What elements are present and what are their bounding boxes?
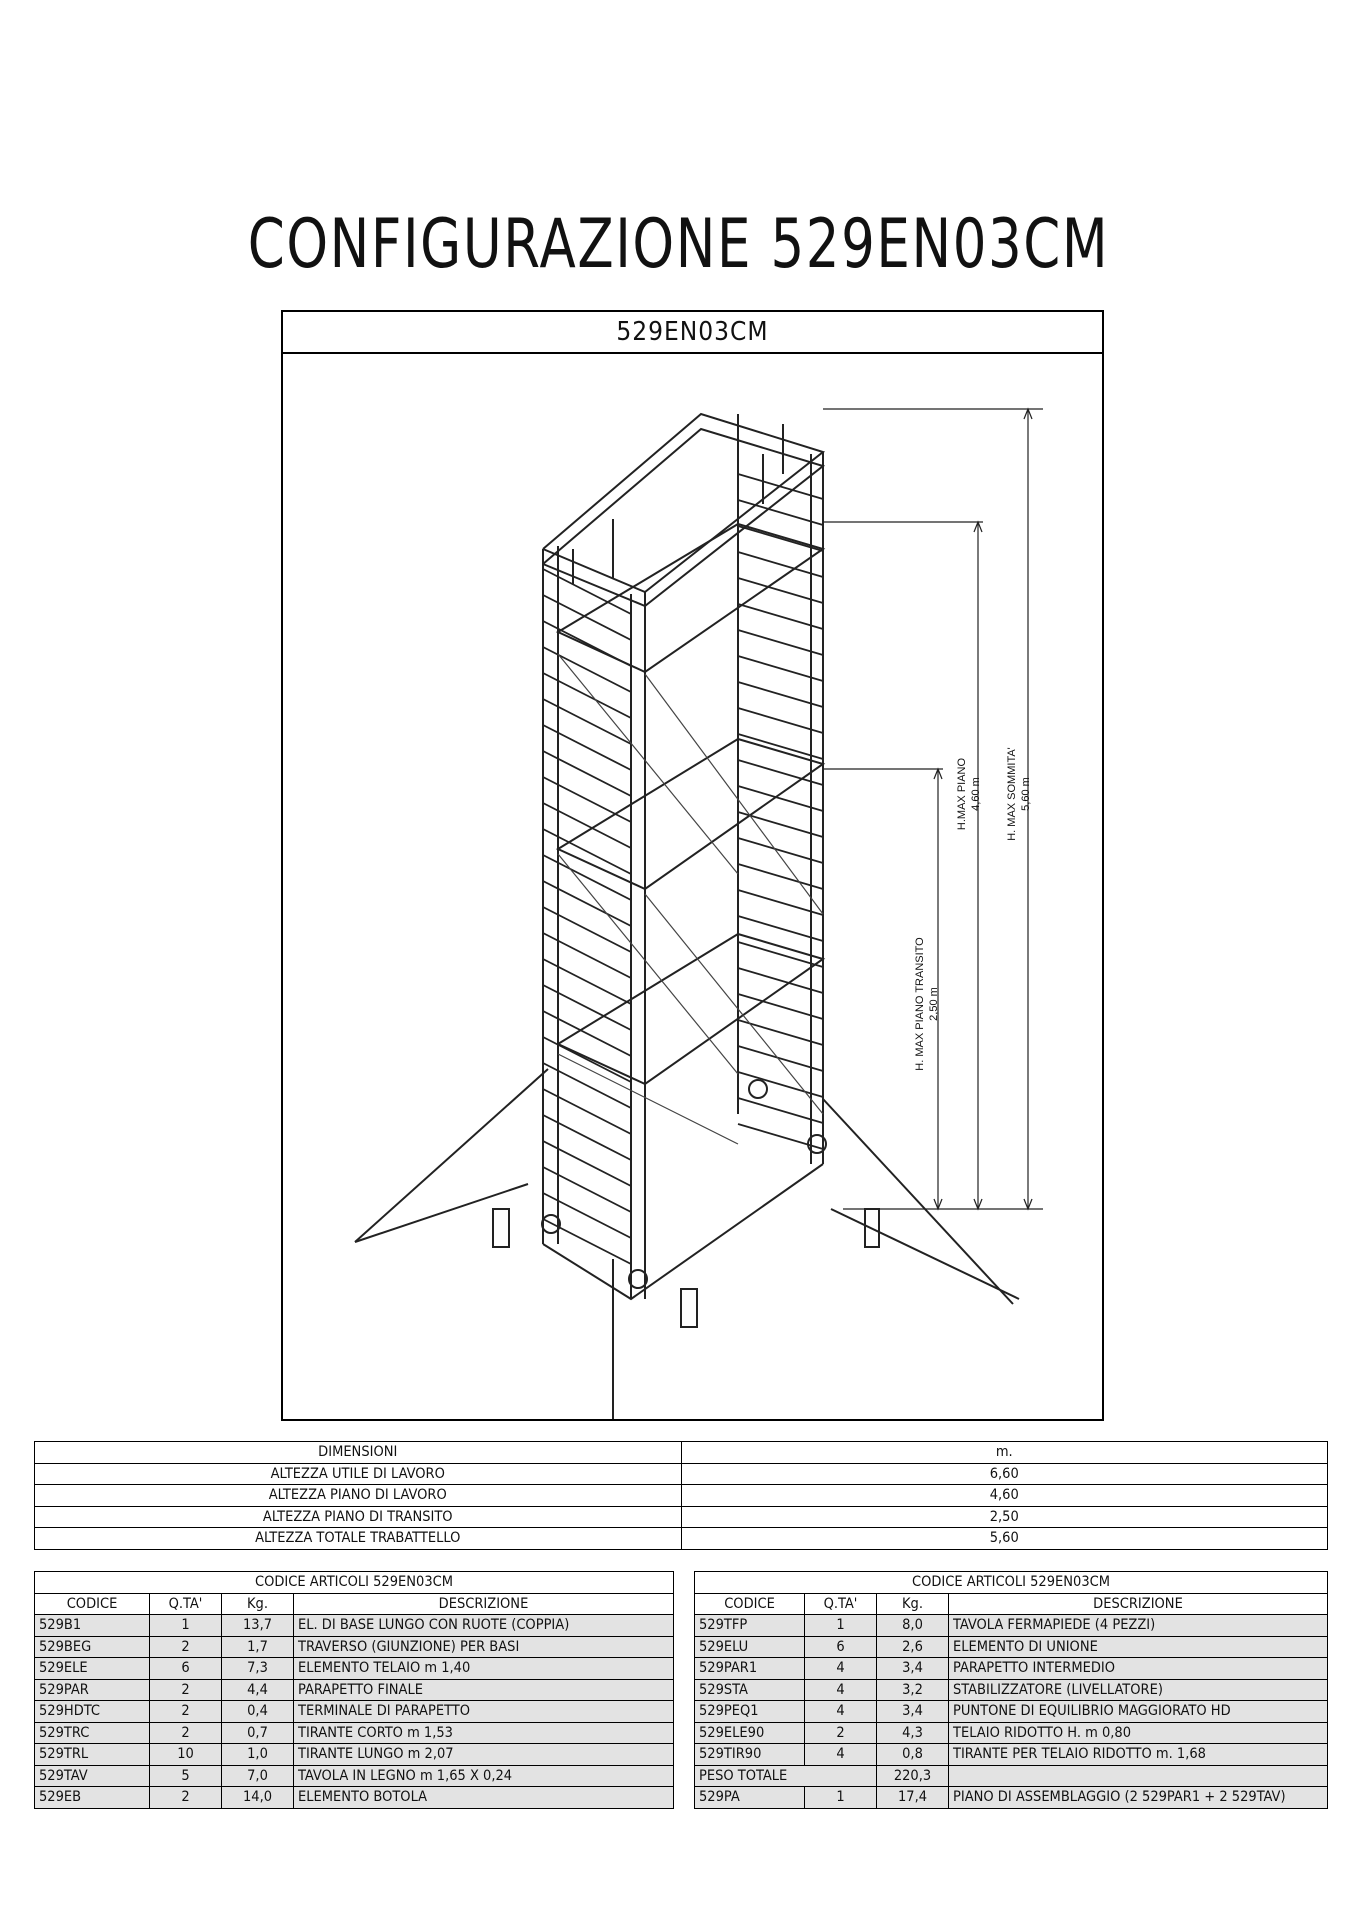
article-row: [695, 1744, 1328, 1766]
frame-rung-left: [543, 829, 631, 874]
drawing-frame: [281, 310, 1104, 1421]
articles-table-right: [694, 1571, 1328, 1809]
article-row: [695, 1636, 1328, 1658]
article-weight: 4,3: [877, 1722, 949, 1744]
empty-cell: [949, 1765, 1328, 1787]
article-description: PIANO DI ASSEMBLAGGIO (2 529PAR1 + 2 529TAV): [949, 1787, 1328, 1809]
article-qty: 10: [150, 1744, 222, 1766]
frame-rung-left: [543, 621, 631, 666]
article-weight: 14,0: [222, 1787, 294, 1809]
table-cell: 4,60: [681, 1485, 1328, 1507]
article-description: TIRANTE CORTO m 1,53: [294, 1722, 674, 1744]
article-code: 529PAR: [35, 1679, 150, 1701]
article-qty: 2: [805, 1722, 877, 1744]
frame-rung-left: [543, 1219, 631, 1264]
article-row: [695, 1679, 1328, 1701]
article-code: 529PEQ1: [695, 1701, 805, 1723]
article-weight: 13,7: [222, 1615, 294, 1637]
dimensions-row: [35, 1485, 1328, 1507]
article-row: [695, 1615, 1328, 1637]
total-weight-label: PESO TOTALE: [695, 1765, 877, 1787]
article-row: [35, 1679, 674, 1701]
article-description: TAVOLA IN LEGNO m 1,65 X 0,24: [294, 1765, 674, 1787]
article-description: PUNTONE DI EQUILIBRIO MAGGIORATO HD: [949, 1701, 1328, 1723]
table-cell: 6,60: [681, 1463, 1328, 1485]
frame-rung-left: [543, 751, 631, 796]
article-description: TERMINALE DI PARAPETTO: [294, 1701, 674, 1723]
table-cell: CODICE: [695, 1593, 805, 1615]
frame-rung-left: [543, 1011, 631, 1056]
label-hmax-piano-val: 4,60 m: [970, 777, 982, 811]
article-description: TAVOLA FERMAPIEDE (4 PEZZI): [949, 1615, 1328, 1637]
table-cell: ALTEZZA PIANO DI TRANSITO: [35, 1506, 682, 1528]
dimensions-table: [34, 1441, 1328, 1550]
table-cell: CODICE ARTICOLI 529EN03CM: [35, 1572, 674, 1594]
frame-rung-left: [543, 1141, 631, 1186]
article-qty: 4: [805, 1744, 877, 1766]
article-weight: 3,4: [877, 1701, 949, 1723]
outrigger-left: [355, 1069, 548, 1242]
articles-caption: [695, 1572, 1328, 1594]
article-weight: 0,8: [877, 1744, 949, 1766]
frame-rung-left: [543, 595, 631, 640]
article-code: 529BEG: [35, 1636, 150, 1658]
article-row: [35, 1765, 674, 1787]
article-row: [695, 1722, 1328, 1744]
table-cell: ALTEZZA PIANO DI LAVORO: [35, 1485, 682, 1507]
frame-rung-left: [543, 725, 631, 770]
articles-caption: [35, 1572, 674, 1594]
article-qty: 6: [150, 1658, 222, 1680]
article-code: 529EB: [35, 1787, 150, 1809]
frame-rung-left: [543, 959, 631, 1004]
article-description: PARAPETTO INTERMEDIO: [949, 1658, 1328, 1680]
article-weight: 0,7: [222, 1722, 294, 1744]
article-qty: 2: [150, 1787, 222, 1809]
article-code: 529TIR90: [695, 1744, 805, 1766]
article-description: TIRANTE PER TELAIO RIDOTTO m. 1,68: [949, 1744, 1328, 1766]
table-cell: Kg.: [222, 1593, 294, 1615]
article-weight: 0,4: [222, 1701, 294, 1723]
article-row: [35, 1701, 674, 1723]
article-qty: 4: [805, 1701, 877, 1723]
label-hmax-transito-val: 2,50 m: [928, 987, 940, 1021]
table-cell: DIMENSIONI: [35, 1442, 682, 1464]
outrigger-right: [823, 1099, 1013, 1304]
article-weight: 1,7: [222, 1636, 294, 1658]
scaffold-drawing: [283, 354, 1102, 1419]
article-qty: 2: [150, 1722, 222, 1744]
article-row: [35, 1722, 674, 1744]
article-description: TRAVERSO (GIUNZIONE) PER BASI: [294, 1636, 674, 1658]
frame-rung-left: [543, 881, 631, 926]
article-qty: 1: [805, 1615, 877, 1637]
frame-rung-left: [543, 1115, 631, 1160]
article-weight: 7,3: [222, 1658, 294, 1680]
page-title: CONFIGURAZIONE 529EN03CM: [247, 205, 1110, 284]
table-cell: Q.TA': [150, 1593, 222, 1615]
scaffold-base: [543, 1164, 823, 1299]
article-description: ELEMENTO BOTOLA: [294, 1787, 674, 1809]
article-code: 529B1: [35, 1615, 150, 1637]
article-qty: 4: [805, 1658, 877, 1680]
table-cell: 5,60: [681, 1528, 1328, 1550]
frame-rung-left: [543, 673, 631, 718]
frame-rung-left: [543, 1063, 631, 1108]
article-code: 529HDTC: [35, 1701, 150, 1723]
frame-rung-left: [543, 569, 631, 614]
article-code: 529ELE90: [695, 1722, 805, 1744]
total-weight-row: [695, 1765, 1328, 1787]
article-weight: 3,2: [877, 1679, 949, 1701]
frame-rung-left: [543, 647, 631, 692]
article-row: [35, 1787, 674, 1809]
frame-rung-left: [543, 1089, 631, 1134]
article-description: ELEMENTO DI UNIONE: [949, 1636, 1328, 1658]
dimensions-header-row: [35, 1442, 1328, 1464]
scaffold-illustration: [283, 354, 1102, 1419]
article-description: STABILIZZATORE (LIVELLATORE): [949, 1679, 1328, 1701]
article-qty: 2: [150, 1679, 222, 1701]
article-qty: 6: [805, 1636, 877, 1658]
article-code: 529STA: [695, 1679, 805, 1701]
article-qty: 5: [150, 1765, 222, 1787]
articles-header-row: [695, 1593, 1328, 1615]
article-description: EL. DI BASE LUNGO CON RUOTE (COPPIA): [294, 1615, 674, 1637]
article-qty: 1: [150, 1615, 222, 1637]
frame-rung-left: [543, 699, 631, 744]
article-code: 529TRC: [35, 1722, 150, 1744]
article-row: [35, 1615, 674, 1637]
article-description: TELAIO RIDOTTO H. m 0,80: [949, 1722, 1328, 1744]
table-cell: ALTEZZA UTILE DI LAVORO: [35, 1463, 682, 1485]
label-hmax-sommita: H. MAX SOMMITA': [1006, 747, 1018, 841]
diagonal-brace: [645, 674, 823, 914]
article-code: 529ELU: [695, 1636, 805, 1658]
table-cell: Q.TA': [805, 1593, 877, 1615]
label-hmax-transito: H. MAX PIANO TRANSITO: [914, 937, 926, 1071]
table-cell: CODICE ARTICOLI 529EN03CM: [695, 1572, 1328, 1594]
frame-rung-left: [543, 803, 631, 848]
article-qty: 1: [805, 1787, 877, 1809]
dimensions-row: [35, 1528, 1328, 1550]
article-code: 529TAV: [35, 1765, 150, 1787]
article-row: [695, 1787, 1328, 1809]
table-cell: ALTEZZA TOTALE TRABATTELLO: [35, 1528, 682, 1550]
label-hmax-piano: H.MAX PIANO: [956, 757, 968, 831]
article-weight: 17,4: [877, 1787, 949, 1809]
article-weight: 3,4: [877, 1658, 949, 1680]
article-code: 529TFP: [695, 1615, 805, 1637]
frame-rung-left: [543, 777, 631, 822]
table-cell: DESCRIZIONE: [294, 1593, 674, 1615]
article-qty: 2: [150, 1636, 222, 1658]
articles-table-left: [34, 1571, 674, 1809]
drawing-header: 529EN03CM: [283, 312, 1102, 354]
article-row: [695, 1658, 1328, 1680]
table-cell: Kg.: [877, 1593, 949, 1615]
article-row: [35, 1636, 674, 1658]
frame-rung-left: [543, 907, 631, 952]
article-code: 529PA: [695, 1787, 805, 1809]
article-weight: 8,0: [877, 1615, 949, 1637]
dimensions-row: [35, 1506, 1328, 1528]
frame-rung-left: [543, 933, 631, 978]
dimensions-row: [35, 1463, 1328, 1485]
article-description: PARAPETTO FINALE: [294, 1679, 674, 1701]
total-weight-value: 220,3: [877, 1765, 949, 1787]
articles-header-row: [35, 1593, 674, 1615]
article-code: 529ELE: [35, 1658, 150, 1680]
article-weight: 4,4: [222, 1679, 294, 1701]
article-qty: 4: [805, 1679, 877, 1701]
article-description: TIRANTE LUNGO m 2,07: [294, 1744, 674, 1766]
transit-platform: [558, 934, 823, 1084]
table-cell: DESCRIZIONE: [949, 1593, 1328, 1615]
article-weight: 7,0: [222, 1765, 294, 1787]
article-row: [695, 1701, 1328, 1723]
article-code: 529PAR1: [695, 1658, 805, 1680]
table-cell: CODICE: [35, 1593, 150, 1615]
article-description: ELEMENTO TELAIO m 1,40: [294, 1658, 674, 1680]
article-row: [35, 1658, 674, 1680]
diagonal-brace: [645, 894, 823, 1114]
diagonal-brace: [558, 654, 738, 874]
frame-rung-left: [543, 1037, 631, 1082]
diagonal-brace: [558, 1054, 738, 1144]
article-qty: 2: [150, 1701, 222, 1723]
article-row: [35, 1744, 674, 1766]
frame-rung-left: [543, 1167, 631, 1212]
article-code: 529TRL: [35, 1744, 150, 1766]
label-hmax-sommita-val: 5,60 m: [1020, 777, 1032, 811]
article-weight: 1,0: [222, 1744, 294, 1766]
article-weight: 2,6: [877, 1636, 949, 1658]
table-cell: m.: [681, 1442, 1328, 1464]
table-cell: 2,50: [681, 1506, 1328, 1528]
